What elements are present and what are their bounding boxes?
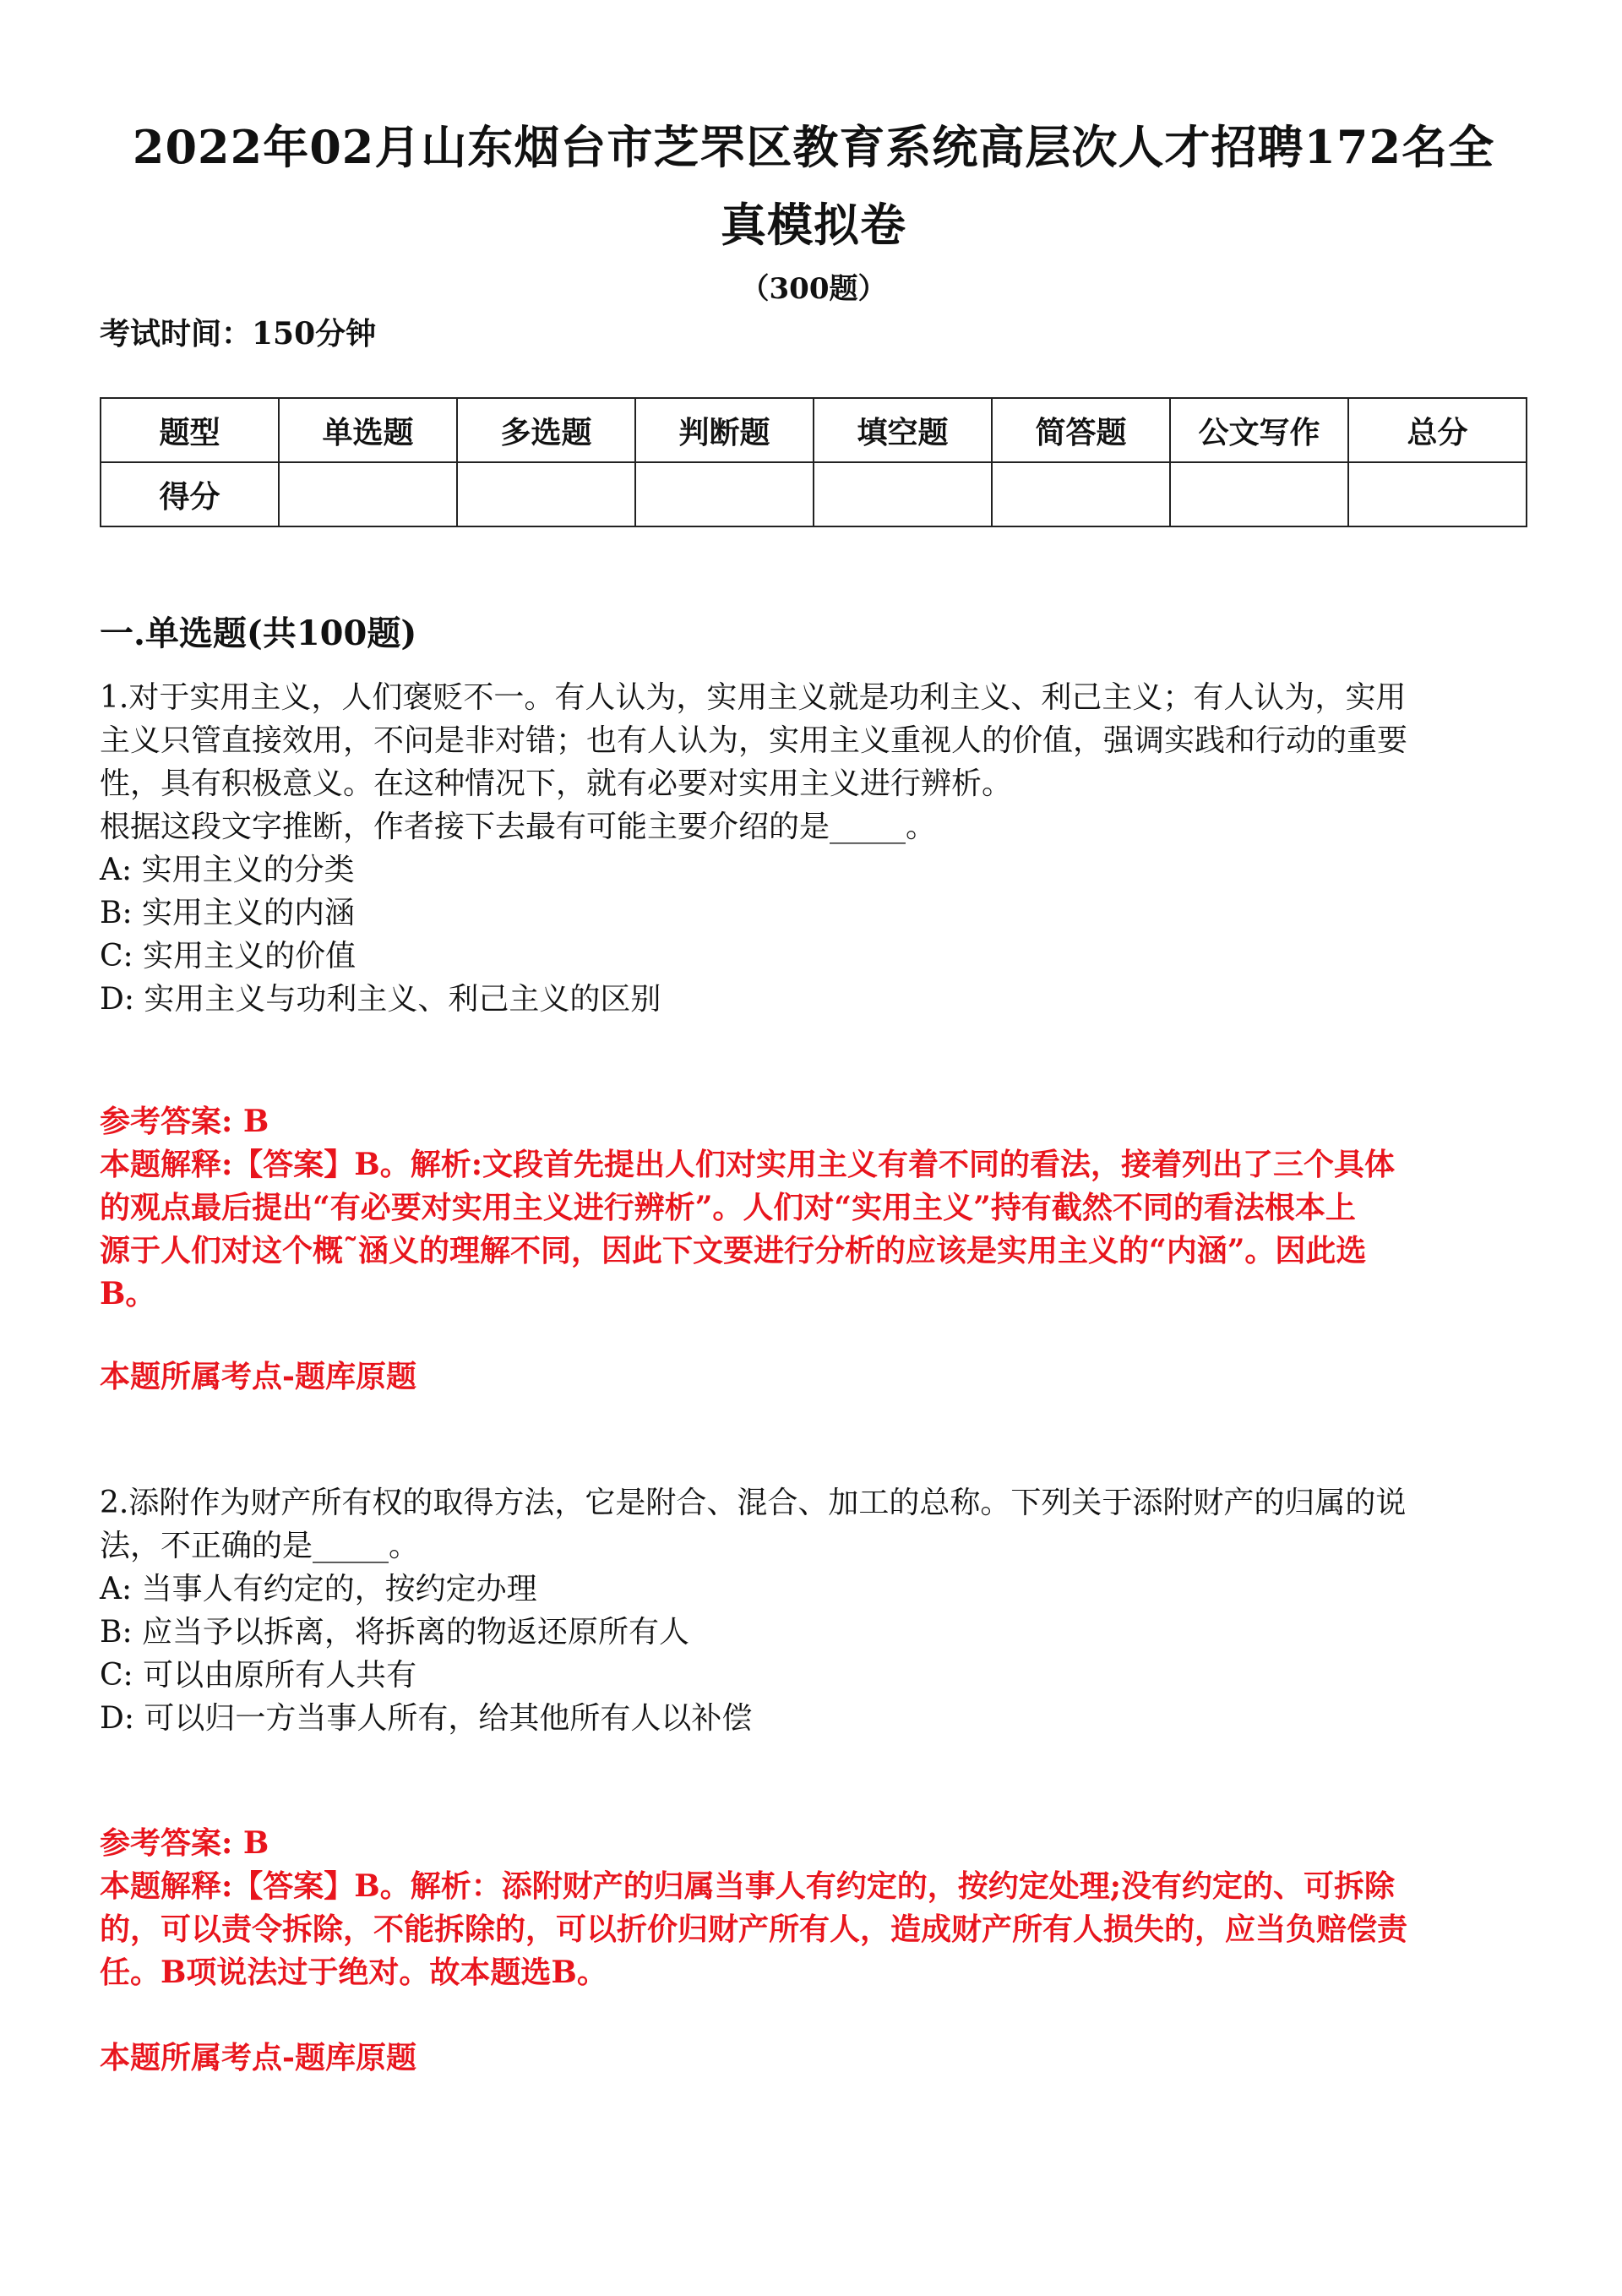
score-cell: [992, 462, 1170, 526]
score-table-header-cell: 公文写作: [1170, 398, 1348, 462]
score-table-header-cell: 总分: [1348, 398, 1527, 462]
score-cell: [457, 462, 635, 526]
option-b: B: 实用主义的内涵: [100, 896, 356, 930]
answer-block-1: [100, 1100, 1527, 1316]
knowledge-point-2: 本题所属考点-题库原题: [100, 2040, 416, 2075]
exam-time: 考试时间：150分钟: [100, 316, 377, 352]
question-stem-line: 性，具有积极意义。在这种情况下，就有必要对实用主义进行辨析。: [100, 766, 1013, 801]
explanation-line: 任。B项说法过于绝对。故本题选B。: [100, 1955, 607, 1990]
question-2: [100, 1481, 1527, 1740]
option-c: C: 实用主义的价值: [100, 939, 357, 973]
question-count: （300题）: [740, 272, 887, 306]
question-stem-line: 根据这段文字推断，作者接下去最有可能主要介绍的是_____。: [100, 810, 937, 844]
title-line-1: 2022年02月山东烟台市芝罘区教育系统高层次人才招聘172名全: [132, 120, 1495, 174]
score-cell: [635, 462, 814, 526]
section-heading: 一.单选题(共100题): [100, 614, 417, 653]
page-title: [100, 108, 1527, 264]
question-stem-line: 法，不正确的是_____。: [100, 1529, 420, 1563]
score-cell: [814, 462, 992, 526]
score-table-header-row: [101, 398, 1527, 462]
question-stem-line: 主义只管直接效用，不问是非对错；也有人认为，实用主义重视人的价值，强调实践和行动的重要: [100, 723, 1408, 758]
option-a: A: 当事人有约定的，按约定办理: [100, 1572, 537, 1606]
answer-block-2: [100, 1822, 1527, 1994]
option-b: B: 应当予以拆离，将拆离的物返还原所有人: [100, 1615, 690, 1650]
score-cell: [1348, 462, 1527, 526]
question-stem-line: 1.对于实用主义，人们褒贬不一。有人认为，实用主义就是功利主义、利己主义；有人认为，实用: [100, 680, 1407, 715]
score-table-header-cell: 判断题: [635, 398, 814, 462]
explanation-line: B。: [100, 1276, 156, 1312]
option-d: D: 可以归一方当事人所有，给其他所有人以补偿: [100, 1701, 753, 1736]
score-table: [100, 397, 1527, 527]
explanation-line: 源于人们对这个概˜涵义的理解不同，因此下文要进行分析的应该是实用主义的“内涵”。因此选: [100, 1233, 1367, 1268]
score-cell: [1170, 462, 1348, 526]
option-d: D: 实用主义与功利主义、利己主义的区别: [100, 982, 661, 1017]
score-table-header-cell: 单选题: [279, 398, 457, 462]
reference-answer: 参考答案: B: [100, 1104, 269, 1139]
score-cell: [279, 462, 457, 526]
score-table-header-cell: 填空题: [814, 398, 992, 462]
explanation-line: 本题解释:【答案】B。解析：添附财产的归属当事人有约定的，按约定处理;没有约定的、可拆除: [100, 1868, 1396, 1904]
reference-answer: 参考答案: B: [100, 1825, 269, 1861]
score-row-label: 得分: [101, 462, 279, 526]
question-1: [100, 676, 1527, 1021]
score-table-score-row: [101, 462, 1527, 526]
score-table-header-cell: 简答题: [992, 398, 1170, 462]
explanation-line: 的，可以责令拆除，不能拆除的，可以折价归财产所有人，造成财产所有人损失的，应当负赔偿责: [100, 1912, 1408, 1947]
score-table-header-cell: 多选题: [457, 398, 635, 462]
explanation-line: 本题解释:【答案】B。解析:文段首先提出人们对实用主义有着不同的看法，接着列出了三个具体: [100, 1147, 1396, 1182]
option-c: C: 可以由原所有人共有: [100, 1658, 417, 1693]
option-a: A: 实用主义的分类: [100, 853, 355, 887]
question-stem-line: 2.添附作为财产所有权的取得方法，它是附合、混合、加工的总称。下列关于添附财产的归属的说: [100, 1486, 1407, 1520]
score-table-header-cell: 题型: [101, 398, 279, 462]
explanation-line: 的观点最后提出“有必要对实用主义进行辨析”。人们对“实用主义”持有截然不同的看法根本上: [100, 1190, 1356, 1225]
title-line-2: 真模拟卷: [721, 198, 906, 252]
knowledge-point-1: 本题所属考点-题库原题: [100, 1359, 416, 1394]
